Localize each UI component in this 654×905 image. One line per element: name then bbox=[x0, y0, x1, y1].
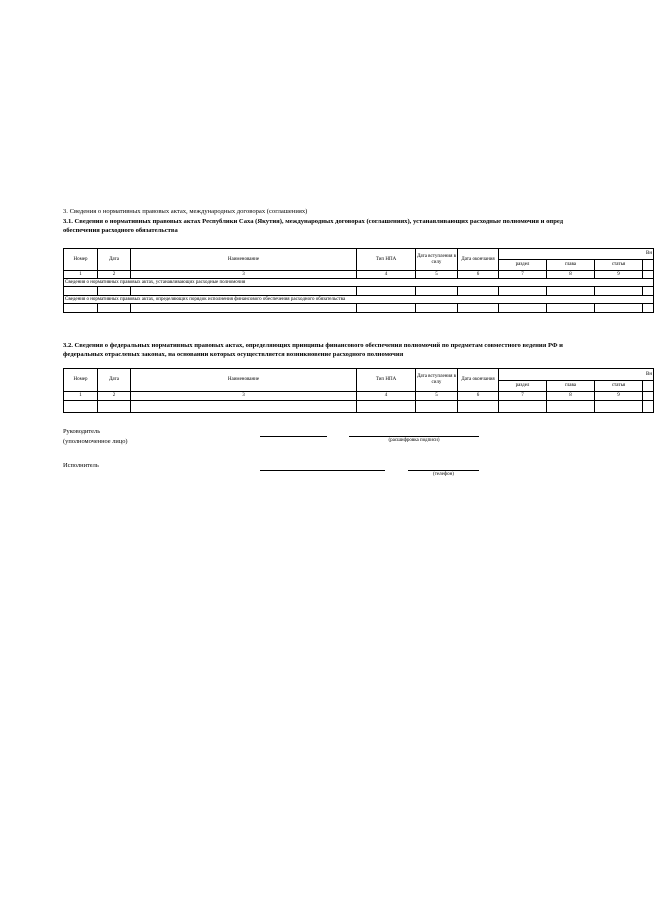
header-group-top: Вн bbox=[499, 249, 654, 260]
table-row bbox=[64, 392, 654, 401]
executor-name-line bbox=[260, 470, 385, 471]
col-number-6: 6 bbox=[458, 392, 499, 401]
header-article: статья bbox=[595, 260, 643, 271]
col-number-3: 3 bbox=[131, 271, 357, 279]
col-number-3: 3 bbox=[131, 392, 357, 401]
table-row bbox=[64, 271, 654, 279]
executor-phone-caption: (телефон) bbox=[433, 472, 454, 477]
col-number-2: 2 bbox=[98, 271, 131, 279]
header-section: раздел bbox=[499, 260, 547, 271]
header-expiry-date: Дата окончания bbox=[458, 249, 499, 271]
col-number-2: 2 bbox=[98, 392, 131, 401]
header-effective-date: Дата вступления в силу bbox=[416, 249, 458, 271]
executor-phone-line bbox=[408, 470, 479, 471]
header-name: Наименование bbox=[131, 369, 357, 392]
col-number-9: 9 bbox=[595, 271, 643, 279]
header-group-top: Вн bbox=[499, 369, 654, 381]
npa-table-1 bbox=[63, 248, 654, 313]
col-number-9: 9 bbox=[595, 392, 643, 401]
header-extra bbox=[643, 381, 654, 392]
head-label-authorized: (уполномоченное лицо) bbox=[63, 438, 128, 445]
group-row-spending-powers: Сведения о нормативных правовых актах, устанавливающих расходные полномочия bbox=[64, 279, 654, 287]
section-3-1-title-cont: обеспечения расходного обязательства bbox=[63, 227, 178, 234]
header-npa-type: Тип НПА bbox=[357, 249, 416, 271]
section-3-title: 3. Сведения о нормативных правовых актах, международных договорах (соглашениях) bbox=[63, 208, 308, 215]
header-article: статья bbox=[595, 381, 643, 392]
header-date: Дата bbox=[98, 249, 131, 271]
col-number-7: 7 bbox=[499, 271, 547, 279]
section-3-2-title: 3.2. Сведения о федеральных нормативных правовых актах, определяющих принципы финансового обеспечения полномочий по предметам совместного ведения РФ и bbox=[63, 342, 563, 349]
col-number-8: 8 bbox=[547, 271, 595, 279]
table-row bbox=[64, 279, 654, 287]
head-label: Руководитель bbox=[63, 428, 101, 435]
header-number: Номер bbox=[64, 369, 98, 392]
col-number-1: 1 bbox=[64, 271, 98, 279]
table-row bbox=[64, 296, 654, 304]
col-number-7: 7 bbox=[499, 392, 547, 401]
header-number: Номер bbox=[64, 249, 98, 271]
header-section: раздел bbox=[499, 381, 547, 392]
header-npa-type: Тип НПА bbox=[357, 369, 416, 392]
header-name: Наименование bbox=[131, 249, 357, 271]
head-signature-line bbox=[260, 436, 327, 437]
col-number-1: 1 bbox=[64, 392, 98, 401]
executor-label: Исполнитель bbox=[63, 462, 99, 469]
col-number-8: 8 bbox=[547, 392, 595, 401]
col-number-5: 5 bbox=[416, 271, 458, 279]
head-name-caption: (расшифровка подписи) bbox=[388, 438, 440, 443]
header-extra bbox=[643, 260, 654, 271]
group-row-financing-order: Сведения о нормативных правовых актах, определяющих порядок исполнения финансового обеспечения расходного обязательства bbox=[64, 296, 654, 304]
header-date: Дата bbox=[98, 369, 131, 392]
col-number-6: 6 bbox=[458, 271, 499, 279]
header-chapter: глава bbox=[547, 381, 595, 392]
col-number-4: 4 bbox=[357, 271, 416, 279]
section-3-1-title: 3.1. Сведения о нормативных правовых актах Республики Саха (Якутия), международных договорах (соглашениях), устанавливающих расходные полномочия и опред bbox=[63, 218, 564, 225]
table-row bbox=[64, 304, 654, 313]
head-name-line bbox=[349, 436, 479, 437]
header-effective-date: Дата вступления в силу bbox=[416, 369, 458, 392]
table-row bbox=[64, 401, 654, 413]
table-row bbox=[64, 287, 654, 296]
header-expiry-date: Дата окончания bbox=[458, 369, 499, 392]
col-number-4: 4 bbox=[357, 392, 416, 401]
header-chapter: глава bbox=[547, 260, 595, 271]
col-number-5: 5 bbox=[416, 392, 458, 401]
npa-table-2 bbox=[63, 368, 654, 413]
section-3-2-title-cont: федеральных отраслевых законах, на основании которых осуществляется возникновение расходного полномочия bbox=[63, 351, 404, 358]
